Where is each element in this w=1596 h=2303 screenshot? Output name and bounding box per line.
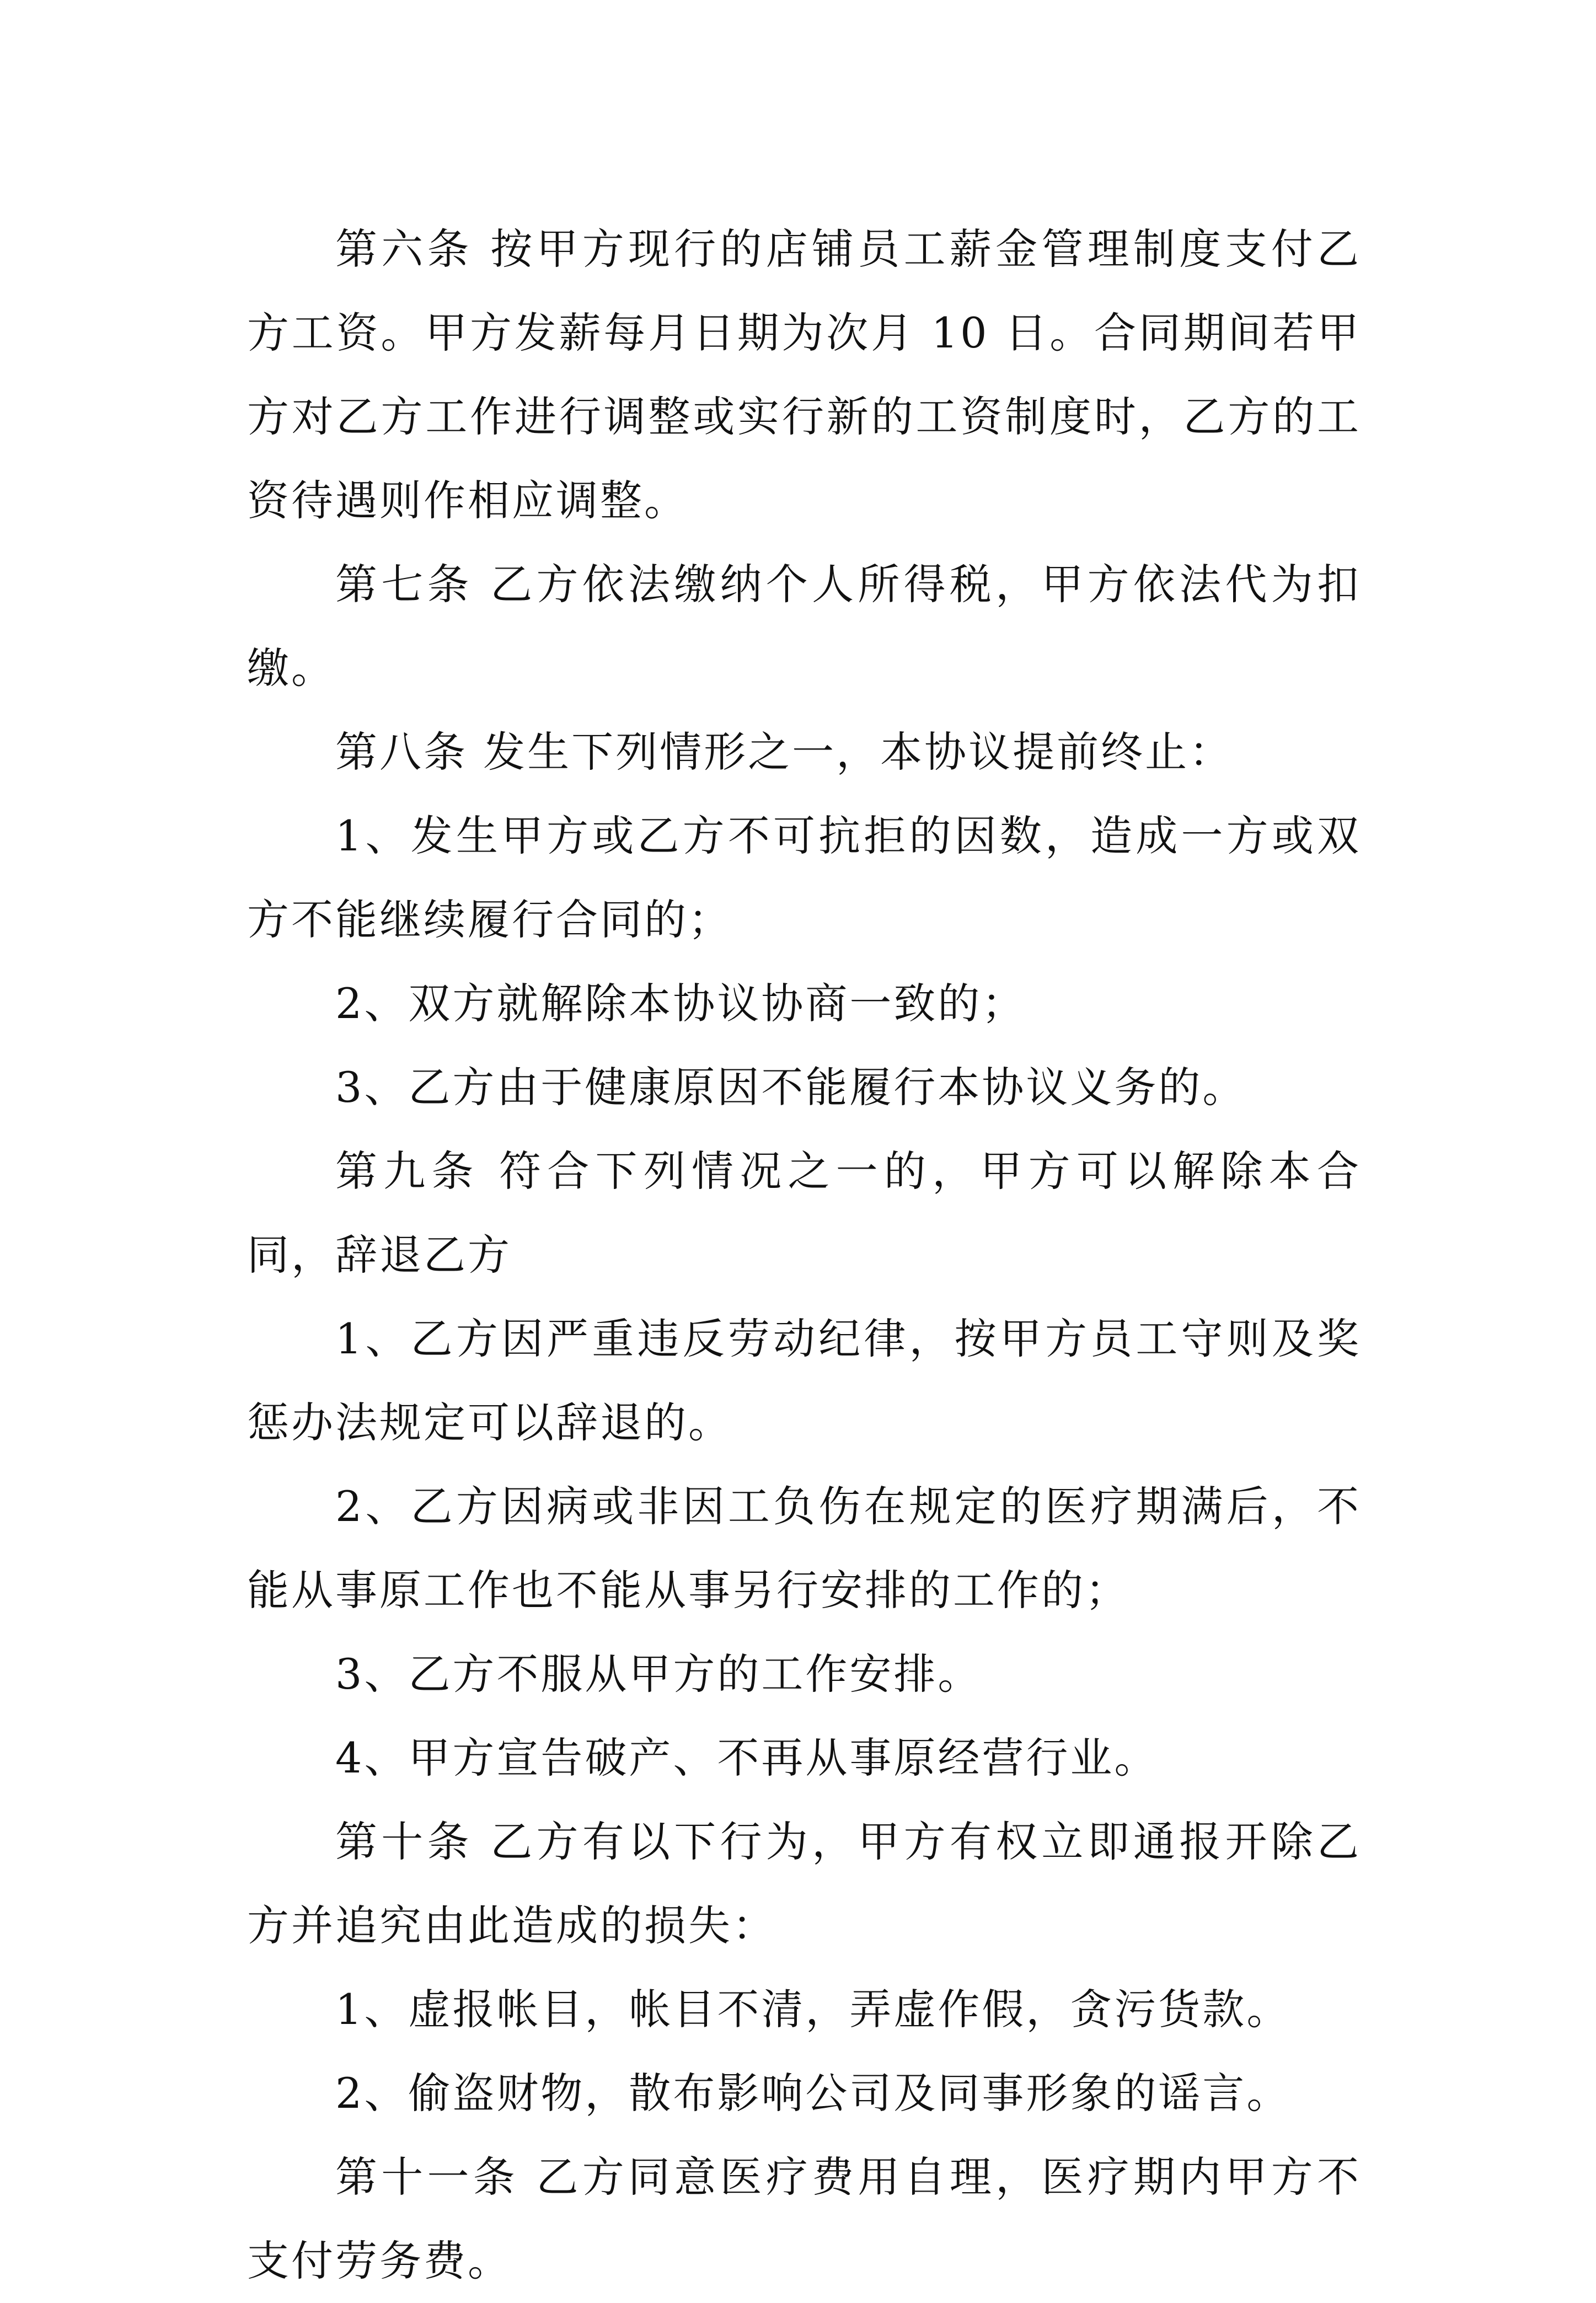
- paragraph-article-8-item-1: 1、发生甲方或乙方不可抗拒的因数，造成一方或双方不能继续履行合同的；: [247, 811, 1361, 944]
- paragraph-article-8: 第八条 发生下列情形之一，本协议提前终止：: [335, 727, 1234, 776]
- paragraph-article-9-item-3: 3、乙方不服从甲方的工作安排。: [335, 1649, 982, 1699]
- paragraph-article-11: 第十一条 乙方同意医疗费用自理，医疗期内甲方不支付劳务费。: [247, 2152, 1361, 2285]
- paragraph-article-7: 第七条 乙方依法缴纳个人所得税，甲方依法代为扣缴。: [247, 560, 1361, 693]
- paragraph-article-8-item-3: 3、乙方由于健康原因不能履行本协议义务的。: [335, 1063, 1247, 1112]
- document-body: [247, 207, 1361, 2303]
- paragraph-article-9-item-1: 1、乙方因严重违反劳动纪律，按甲方员工守则及奖惩办法规定可以辞退的。: [247, 1314, 1361, 1447]
- paragraph-article-10: 第十条 乙方有以下行为，甲方有权立即通报开除乙方并追究由此造成的损失：: [247, 1817, 1361, 1950]
- paragraph-article-9-item-4: 4、甲方宣告破产、不再从事原经营行业。: [335, 1733, 1159, 1782]
- paragraph-article-9: 第九条 符合下列情况之一的，甲方可以解除本合同，辞退乙方: [247, 1147, 1361, 1279]
- paragraph-article-6: 第六条 按甲方现行的店铺员工薪金管理制度支付乙方工资。甲方发薪每月日期为次月 10 日。合同期间若甲方对乙方工作进行调整或实行新的工资制度时，乙方的工资待遇则作相应调整。: [247, 224, 1361, 525]
- paragraph-article-10-item-1: 1、虚报帐目，帐目不清，弄虚作假，贪污货款。: [335, 1985, 1291, 2034]
- paragraph-article-9-item-2: 2、乙方因病或非因工负伤在规定的医疗期满后，不能从事原工作也不能从事另行安排的工作的；: [247, 1482, 1361, 1615]
- paragraph-article-8-item-2: 2、双方就解除本协议协商一致的；: [335, 979, 1026, 1028]
- paragraph-article-10-item-2: 2、偷盗财物，散布影响公司及同事形象的谣言。: [335, 2069, 1291, 2118]
